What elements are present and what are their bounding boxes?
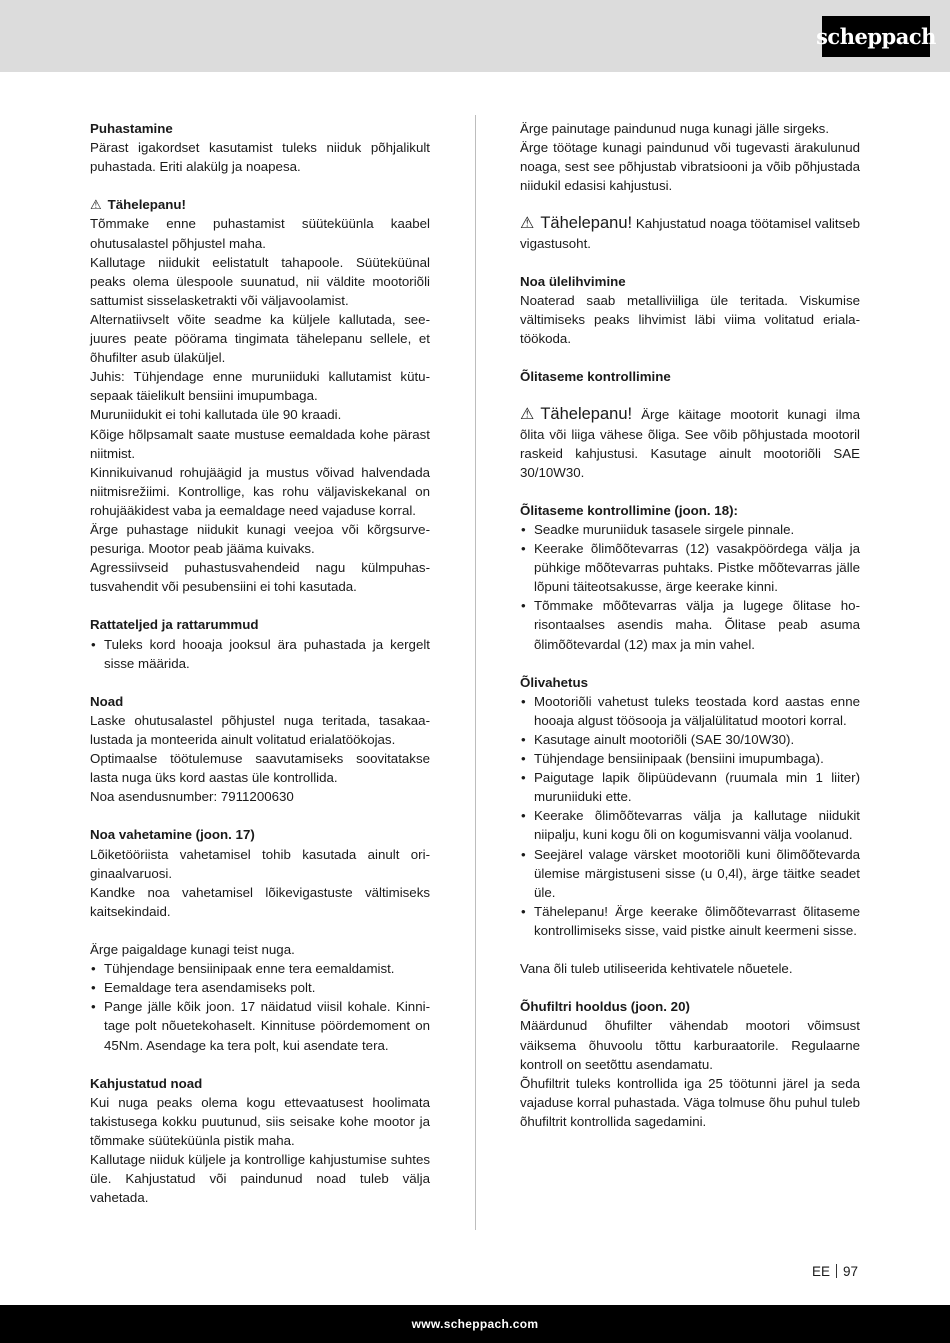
paragraph: Noaterad saab metalliviiliga üle teritada. Viskumise vältimiseks peaks lihvimist läbi viima volitatud erialatöökoda. <box>520 292 860 347</box>
paragraph: Alternatiivselt võite seadme ka küljele kallutada, seejuures peate pöörama tingimata tähelepanu sellele, et õhufilter asub ülaküljel. <box>90 311 430 366</box>
footer-url: www.scheppach.com <box>411 1317 539 1331</box>
paragraph: Kui nuga peaks olema kogu ettevaatusest hoolimata takistusega kokku puutunud, siis seisake kohe mootor ja tõmmake süüteküünla pistik maha. <box>90 1094 430 1148</box>
list-item: • Tühjendage bensiinipaak enne tera eemaldamist. <box>90 959 430 978</box>
paragraph: Lõiketööriista vahetamisel tohib kasutada ainult originaalvaruosi. <box>90 846 430 881</box>
paragraph: Määrdunud õhufilter vähendab mootori võimsust väiksema õhuvoolu tõttu karburaatorile. Regulaarne kontroll on seetõttu asendamatu. <box>520 1018 860 1072</box>
list-item: • Pange jälle kõik joon. 17 näidatud viisil kohale. Kinnitage polt nõuetekohaselt. Kinnituse pöördemoment on 45Nm. Asendage ka tera polt, kui asendate tera. <box>90 997 430 1054</box>
paragraph: Ärge töötage kunagi paindunud või tugevasti ärakulunud noaga, sest see põhjustab vibratsiooni ja võib põhjustada niidukil edasisi kahjustusi. <box>520 140 860 194</box>
section-heading: Noa ülelihvimine <box>520 273 626 289</box>
paragraph: Optimaalse töötulemuse saavutamiseks soovitatakse lasta nuga üks kord aastas üle kontrollida. <box>90 751 430 786</box>
bullet-list <box>90 959 430 1054</box>
list-item: • Kasutage ainult mootoriõli (SAE 30/10W30). <box>520 730 860 749</box>
section-heading: Õlitaseme kontrollimine (joon. 18): <box>520 502 738 518</box>
paragraph: Kallutage niidukit eelistatult tahapoole. Süüteküünal peaks olema ülespoole suunatud, nii väldite mootoriõli sattumist sisselasketrakti või väljavoolamist. <box>90 254 430 308</box>
section-heading: Noa vahetamine (joon. 17) <box>90 827 255 843</box>
section-olitaseme-kontroll <box>520 501 860 654</box>
brand-logo <box>816 16 936 57</box>
section-noa-vahetamine <box>90 825 430 1054</box>
warning-title-row <box>520 214 632 232</box>
section-heading: Õhufiltri hooldus (joon. 20) <box>520 999 690 1015</box>
bullet-list <box>90 635 430 673</box>
paragraph: Ärge puhastage niidukit kunagi veejoa või kõrgsurvepesuriga. Mootor peab jääma kuivaks. <box>90 521 430 557</box>
footer-bar <box>0 1305 950 1343</box>
list-item: • Seejärel valage värsket mootoriõli kuni õlimõõtevarda ülemise märgistuseni sisse (u 0,4l), ärge täitke seadet üle. <box>520 845 860 902</box>
list-item: • Paigutage lapik õlipüüdevann (ruumala min 1 liiter) muruniiduki ette. <box>520 768 860 806</box>
section-rattateljed <box>90 615 430 672</box>
section-noa-ulelihvimine <box>520 272 860 348</box>
section-heading: Rattateljed ja rattarummud <box>90 617 259 633</box>
warning-title: Tähelepanu! <box>540 405 633 424</box>
warning-title-row <box>90 195 430 214</box>
paragraph: Tõmmake enne puhastamist süüteküünla kaabel ohutusalastel põhjustel maha. <box>90 216 430 251</box>
header-bar <box>0 0 950 72</box>
warning-paragraph <box>520 214 860 252</box>
paragraph: Kinnikuivanud rohujäägid ja mustus võivad halvendada niitmisrežiimi. Kontrollige, kas rohu väljaviskekanal on rohujääkidest vaba ja eemaldage need vajaduse korral. <box>90 464 430 518</box>
list-item: • Tähelepanu! Ärge keerake õlimõõtevarrast õlitaseme kontrollimiseks sisse, vaid pistke ainult keermeni sisse. <box>520 902 860 940</box>
paragraph: Muruniidukit ei tohi kallutada üle 90 kraadi. <box>90 407 342 423</box>
paragraph: Vana õli tuleb utiliseerida kehtivatele nõuetele. <box>520 961 793 977</box>
left-column <box>90 119 430 1226</box>
brand-logo-text: scheppach <box>816 24 936 49</box>
language-code: EE <box>812 1264 831 1279</box>
list-item: • Keerake õlimõõtevarras välja ja kallutage niidukit niipalju, kuni kogu õli on kogumisvanni välja voolanud. <box>520 806 860 844</box>
section-heading: Kahjustatud noad <box>90 1075 203 1091</box>
paragraph: Kandke noa vahetamisel lõikevigastuste vältimiseks kaitsekindaid. <box>90 884 430 919</box>
paragraph: Juhis: Tühjendage enne muruniiduki kallutamist kütusepaak täielikult bensiini imupumbaga. <box>90 369 430 404</box>
section-olivahetus <box>520 673 860 979</box>
list-item: • Keerake õlimõõtevarras (12) vasakpöördega välja ja pühkige mõõtevarras puhtaks. Pistke mõõtevarras jälle lõpuni täiteotsakusse, ärge keerake kinni. <box>520 539 860 596</box>
paragraph: Kallutage niiduk küljele ja kontrollige kahjustumise suhtes üle. Kahjustatud või paindunud noad tuleb välja vahetada. <box>90 1152 430 1206</box>
warning-text: Kahjustatud noaga töötamisel valitseb vigastusoht. <box>520 216 860 251</box>
warning-title: Tähelepanu! <box>107 197 186 213</box>
bullet-list <box>520 692 860 940</box>
paragraph: Noa asendusnumber: 7911200630 <box>90 789 294 805</box>
warning-triangle-icon: ⚠ <box>520 406 535 424</box>
section-heading: Puhastamine <box>90 121 173 136</box>
warning-title-row <box>520 405 632 423</box>
section-olitaseme <box>520 367 860 386</box>
section-intro <box>520 119 860 195</box>
list-item: • Tuleks kord hooaja jooksul ära puhastada ja kergelt sisse määrida. <box>90 635 430 673</box>
list-item: • Eemaldage tera asendamiseks polt. <box>90 978 430 997</box>
list-item: • Tõmmake mõõtevarras välja ja lugege õlitase horisontaalses asendis maha. Õlitase peab asuma õlimõõtevardal (12) max ja min vahel. <box>520 596 860 653</box>
paragraph: Ärge painutage paindunud nuga kunagi jälle sirgeks. <box>520 121 830 136</box>
section-heading: Õlitaseme kontrollimine <box>520 369 671 385</box>
warning-block <box>520 405 860 481</box>
warning-title: Tähelepanu! <box>540 214 633 233</box>
section-heading: Noad <box>90 693 124 709</box>
warning-triangle-icon: ⚠ <box>90 197 102 213</box>
list-item: • Seadke muruniiduk tasasele sirgele pinnale. <box>520 520 860 539</box>
paragraph: Ärge paigaldage kunagi teist nuga. <box>90 942 295 958</box>
warning-paragraph <box>520 405 860 481</box>
section-warning <box>90 195 430 596</box>
page-number-value: 97 <box>843 1264 859 1279</box>
warning-triangle-icon: ⚠ <box>520 215 535 233</box>
paragraph: Agressiivseid puhastusvahendeid nagu külmpuhastusvahendit või pesubensiini ei tohi kasutada. <box>90 560 430 595</box>
list-item: • Tühjendage bensiinipaak (bensiini imupumbaga). <box>520 749 860 768</box>
right-column <box>520 119 860 1150</box>
paragraph: Õhufiltrit tuleks kontrollida iga 25 töötunni järel ja seda vajaduse korral puhastada. Väga tolmuse õhu puhul tuleb õhufiltrit kontrollida sagedamini. <box>520 1075 860 1129</box>
section-noad <box>90 692 430 807</box>
section-puhastamine <box>90 119 430 176</box>
section-kahjustatud-noad <box>90 1074 430 1208</box>
warning-block <box>520 214 860 252</box>
section-ohufiltri-hooldus <box>520 997 860 1131</box>
page-number-separator <box>836 1264 837 1278</box>
column-divider <box>475 115 476 1230</box>
paragraph: Kõige hõlpsamalt saate mustuse eemaldada kohe pärast niitmist. <box>90 426 430 461</box>
warning-text: Ärge käitage mootorit kunagi ilma õlita või liiga vähese õliga. See võib põhjustada mootoril raskeid kahjustusi. Kasutage ainult mootoriõli SAE 30/10W30. <box>520 407 860 480</box>
bullet-list <box>520 520 860 654</box>
section-heading: Õlivahetus <box>520 674 588 690</box>
paragraph: Laske ohutusalastel põhjustel nuga teritada, tasakaalustada ja monteerida ainult volitatud erialatöökojas. <box>90 712 430 747</box>
page-number <box>812 1264 858 1279</box>
list-item: • Mootoriõli vahetust tuleks teostada kord aastas enne hooaja algust töösooja ja väljalülitatud mootori korral. <box>520 692 860 730</box>
paragraph: Pärast igakordset kasutamist tuleks niiduk põhjalikult puhastada. Eriti alakülg ja noapesa. <box>90 140 430 175</box>
